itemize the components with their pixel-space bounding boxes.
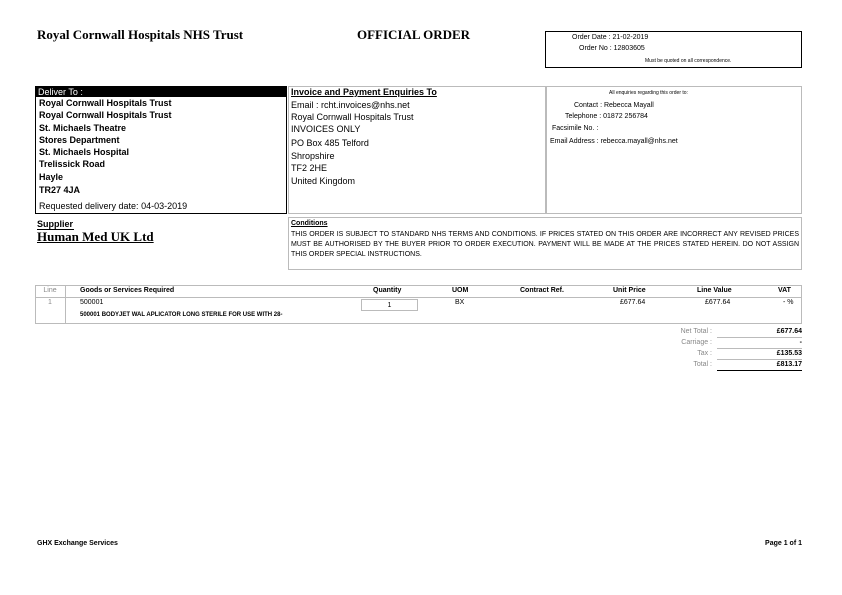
table-bottom-border <box>35 323 802 324</box>
enquiries-contact: Contact : Rebecca Mayall <box>574 102 654 109</box>
invoice-line: INVOICES ONLY <box>291 124 361 134</box>
requested-delivery-date: Requested delivery date: 04-03-2019 <box>39 201 188 211</box>
order-number: Order No : 12803605 <box>579 45 645 52</box>
enquiries-telephone: Telephone : 01872 256784 <box>565 113 648 120</box>
table-column-divider <box>65 285 66 323</box>
table-top-border <box>35 285 802 286</box>
col-header-line-value: Line Value <box>697 287 732 294</box>
total-value: £813.17 <box>776 361 802 368</box>
col-header-unit-price: Unit Price <box>613 287 646 294</box>
col-header-vat: VAT <box>778 287 791 294</box>
invoice-line: Email : rcht.invoices@nhs.net <box>291 100 410 110</box>
tax-value: £135.53 <box>776 350 802 357</box>
enquiries-email: Email Address : rebecca.mayall@nhs.net <box>550 138 678 145</box>
footer-service-name: GHX Exchange Services <box>37 540 118 547</box>
deliver-to-heading: Deliver To : <box>36 87 286 97</box>
row-vat: - % <box>783 299 794 306</box>
deliver-postcode: TR27 4JA <box>39 185 81 195</box>
tax-label: Tax : <box>697 350 712 357</box>
footer-page-number: Page 1 of 1 <box>765 540 802 547</box>
conditions-heading: Conditions <box>291 220 328 227</box>
invoice-line: Shropshire <box>291 151 335 161</box>
net-total-value: £677.64 <box>776 328 802 335</box>
deliver-line: Royal Cornwall Hospitals Trust <box>39 98 172 108</box>
deliver-line: St. Michaels Hospital <box>39 147 130 157</box>
col-header-contract: Contract Ref. <box>520 287 564 294</box>
invoice-line: TF2 2HE <box>291 163 328 173</box>
order-number-note: Must be quoted on all correspondence. <box>645 58 732 64</box>
deliver-line: St. Michaels Theatre <box>39 123 127 133</box>
invoice-heading: Invoice and Payment Enquiries To <box>291 87 437 97</box>
row-line-number: 1 <box>48 299 52 306</box>
row-item-description: 500001 BODYJET WAL APLICATOR LONG STERILE FOR USE WITH 28- <box>80 312 283 318</box>
carriage-rule <box>717 348 802 349</box>
deliver-line: Royal Cornwall Hospitals Trust <box>39 110 172 120</box>
col-header-goods: Goods or Services Required <box>80 287 175 294</box>
invoice-box <box>288 86 546 214</box>
enquiries-box <box>546 86 802 214</box>
table-right-border <box>801 285 802 323</box>
net-total-label: Net Total : <box>680 328 712 335</box>
row-item-code: 500001 <box>80 299 104 306</box>
row-quantity: 1 <box>361 299 418 311</box>
deliver-line: Hayle <box>39 172 64 182</box>
row-unit-price: £677.64 <box>620 299 646 306</box>
document-title: OFFICIAL ORDER <box>357 27 471 42</box>
enquiries-heading: All enquiries regarding this order to: <box>609 90 688 96</box>
row-line-value: £677.64 <box>705 299 731 306</box>
supplier-heading: Supplier <box>37 219 74 229</box>
carriage-label: Carriage : <box>681 339 712 346</box>
col-header-quantity: Quantity <box>373 287 402 294</box>
enquiries-facsimile: Facsimile No. : <box>552 125 599 132</box>
row-uom: BX <box>455 299 465 306</box>
carriage-value: - <box>799 339 802 346</box>
total-label: Total : <box>693 361 712 368</box>
invoice-line: Royal Cornwall Hospitals Trust <box>291 112 414 122</box>
col-header-line: Line <box>43 287 57 294</box>
order-date: Order Date : 21-02-2019 <box>572 34 649 41</box>
col-header-uom: UOM <box>452 287 469 294</box>
conditions-text: THIS ORDER IS SUBJECT TO STANDARD NHS TERMS AND CONDITIONS. IF PRICES STATED ON THIS ORDER ARE INCORRECT ANY REVISED PRICES MUST BE AUTHORISED BY THE BUYER PRIOR TO ORDER EXECUTION. PAYMENT WILL BE MADE AT THE PRICES STATED HEREIN. DO NOT ASSIGN THIS ORDER SPECIAL INSTRUCTIONS. <box>291 231 799 258</box>
net-total-rule <box>717 337 802 338</box>
deliver-line: Stores Department <box>39 135 120 145</box>
organisation-name: Royal Cornwall Hospitals NHS Trust <box>37 27 244 42</box>
total-rule <box>717 370 802 371</box>
invoice-line: United Kingdom <box>291 176 356 186</box>
table-header-border <box>35 297 802 298</box>
deliver-to-box <box>35 86 287 214</box>
supplier-name: Human Med UK Ltd <box>37 229 154 244</box>
invoice-line: PO Box 485 Telford <box>291 138 369 148</box>
order-info-box <box>545 31 802 68</box>
deliver-line: Trelissick Road <box>39 159 106 169</box>
tax-rule <box>717 359 802 360</box>
conditions-box <box>288 217 802 270</box>
